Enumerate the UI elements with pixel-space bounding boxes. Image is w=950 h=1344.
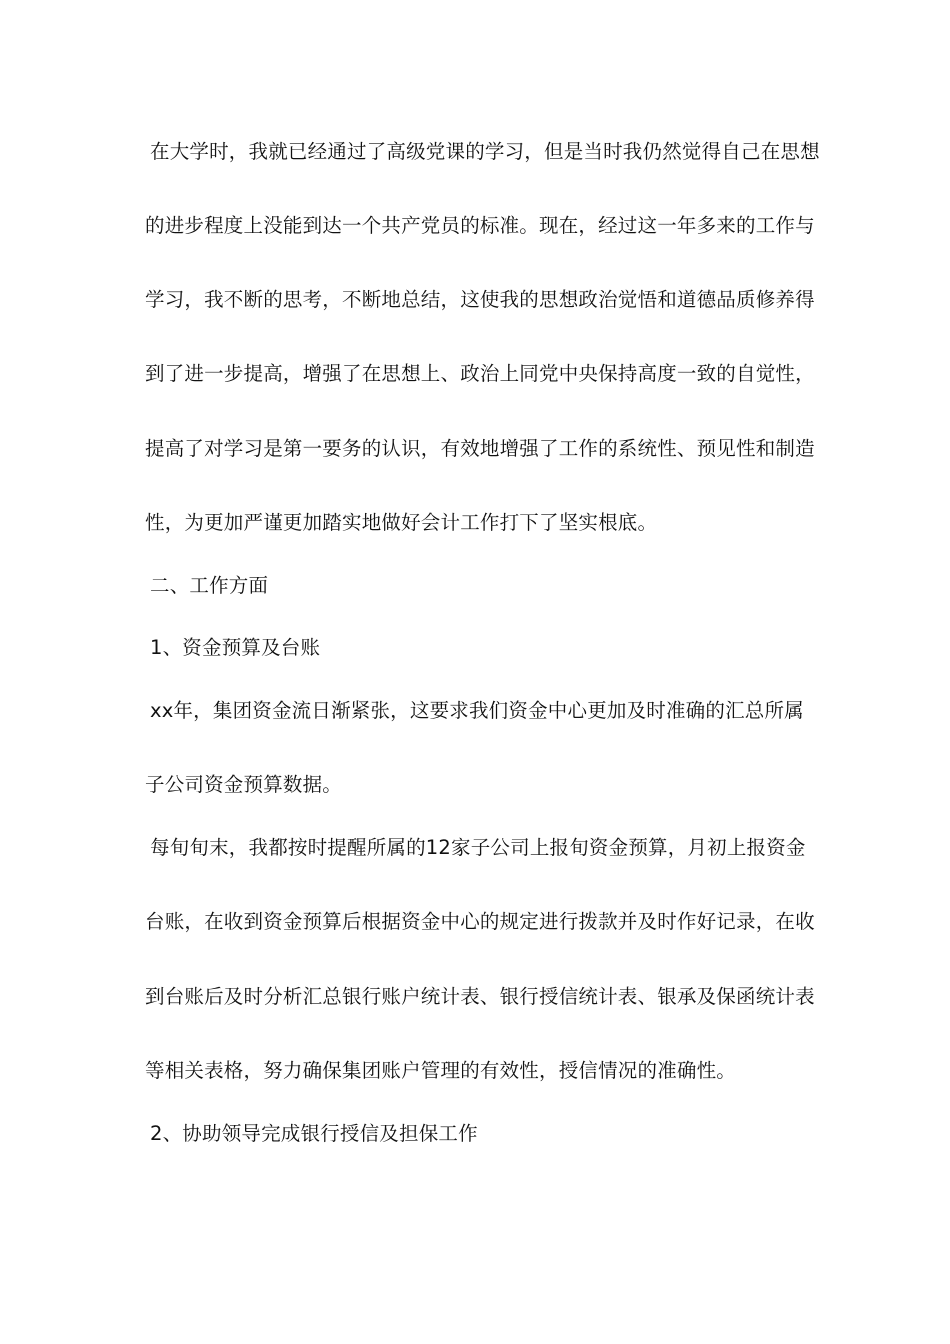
- paragraph-line: 在大学时，我就已经通过了高级党课的学习，但是当时我仍然觉得自己在思想: [150, 140, 820, 163]
- paragraph-line: xx年，集团资金流日渐紧张，这要求我们资金中心更加及时准确的汇总所属: [150, 699, 804, 722]
- paragraph-line: 到台账后及时分析汇总银行账户统计表、银行授信统计表、银承及保函统计表: [145, 985, 815, 1008]
- paragraph-line: 每旬旬末，我都按时提醒所属的12家子公司上报旬资金预算，月初上报资金: [150, 836, 806, 859]
- paragraph-line: 台账，在收到资金预算后根据资金中心的规定进行拨款并及时作好记录，在收: [145, 910, 815, 933]
- paragraph-line: 的进步程度上没能到达一个共产党员的标准。现在，经过这一年多来的工作与: [145, 214, 815, 237]
- paragraph-line: 到了进一步提高，增强了在思想上、政治上同党中央保持高度一致的自觉性，: [145, 362, 815, 385]
- subsection-heading: 1、资金预算及台账: [150, 636, 321, 659]
- paragraph-line: 提高了对学习是第一要务的认识，有效地增强了工作的系统性、预见性和制造: [145, 437, 815, 460]
- paragraph-line: 子公司资金预算数据。: [145, 773, 343, 796]
- section-heading: 二、工作方面: [150, 574, 269, 597]
- paragraph-line: 学习，我不断的思考，不断地总结，这使我的思想政治觉悟和道德品质修养得: [145, 288, 815, 311]
- subsection-heading: 2、协助领导完成银行授信及担保工作: [150, 1122, 478, 1145]
- paragraph-line: 性，为更加严谨更加踏实地做好会计工作打下了坚实根底。: [145, 511, 658, 534]
- paragraph-line: 等相关表格，努力确保集团账户管理的有效性，授信情况的准确性。: [145, 1059, 737, 1082]
